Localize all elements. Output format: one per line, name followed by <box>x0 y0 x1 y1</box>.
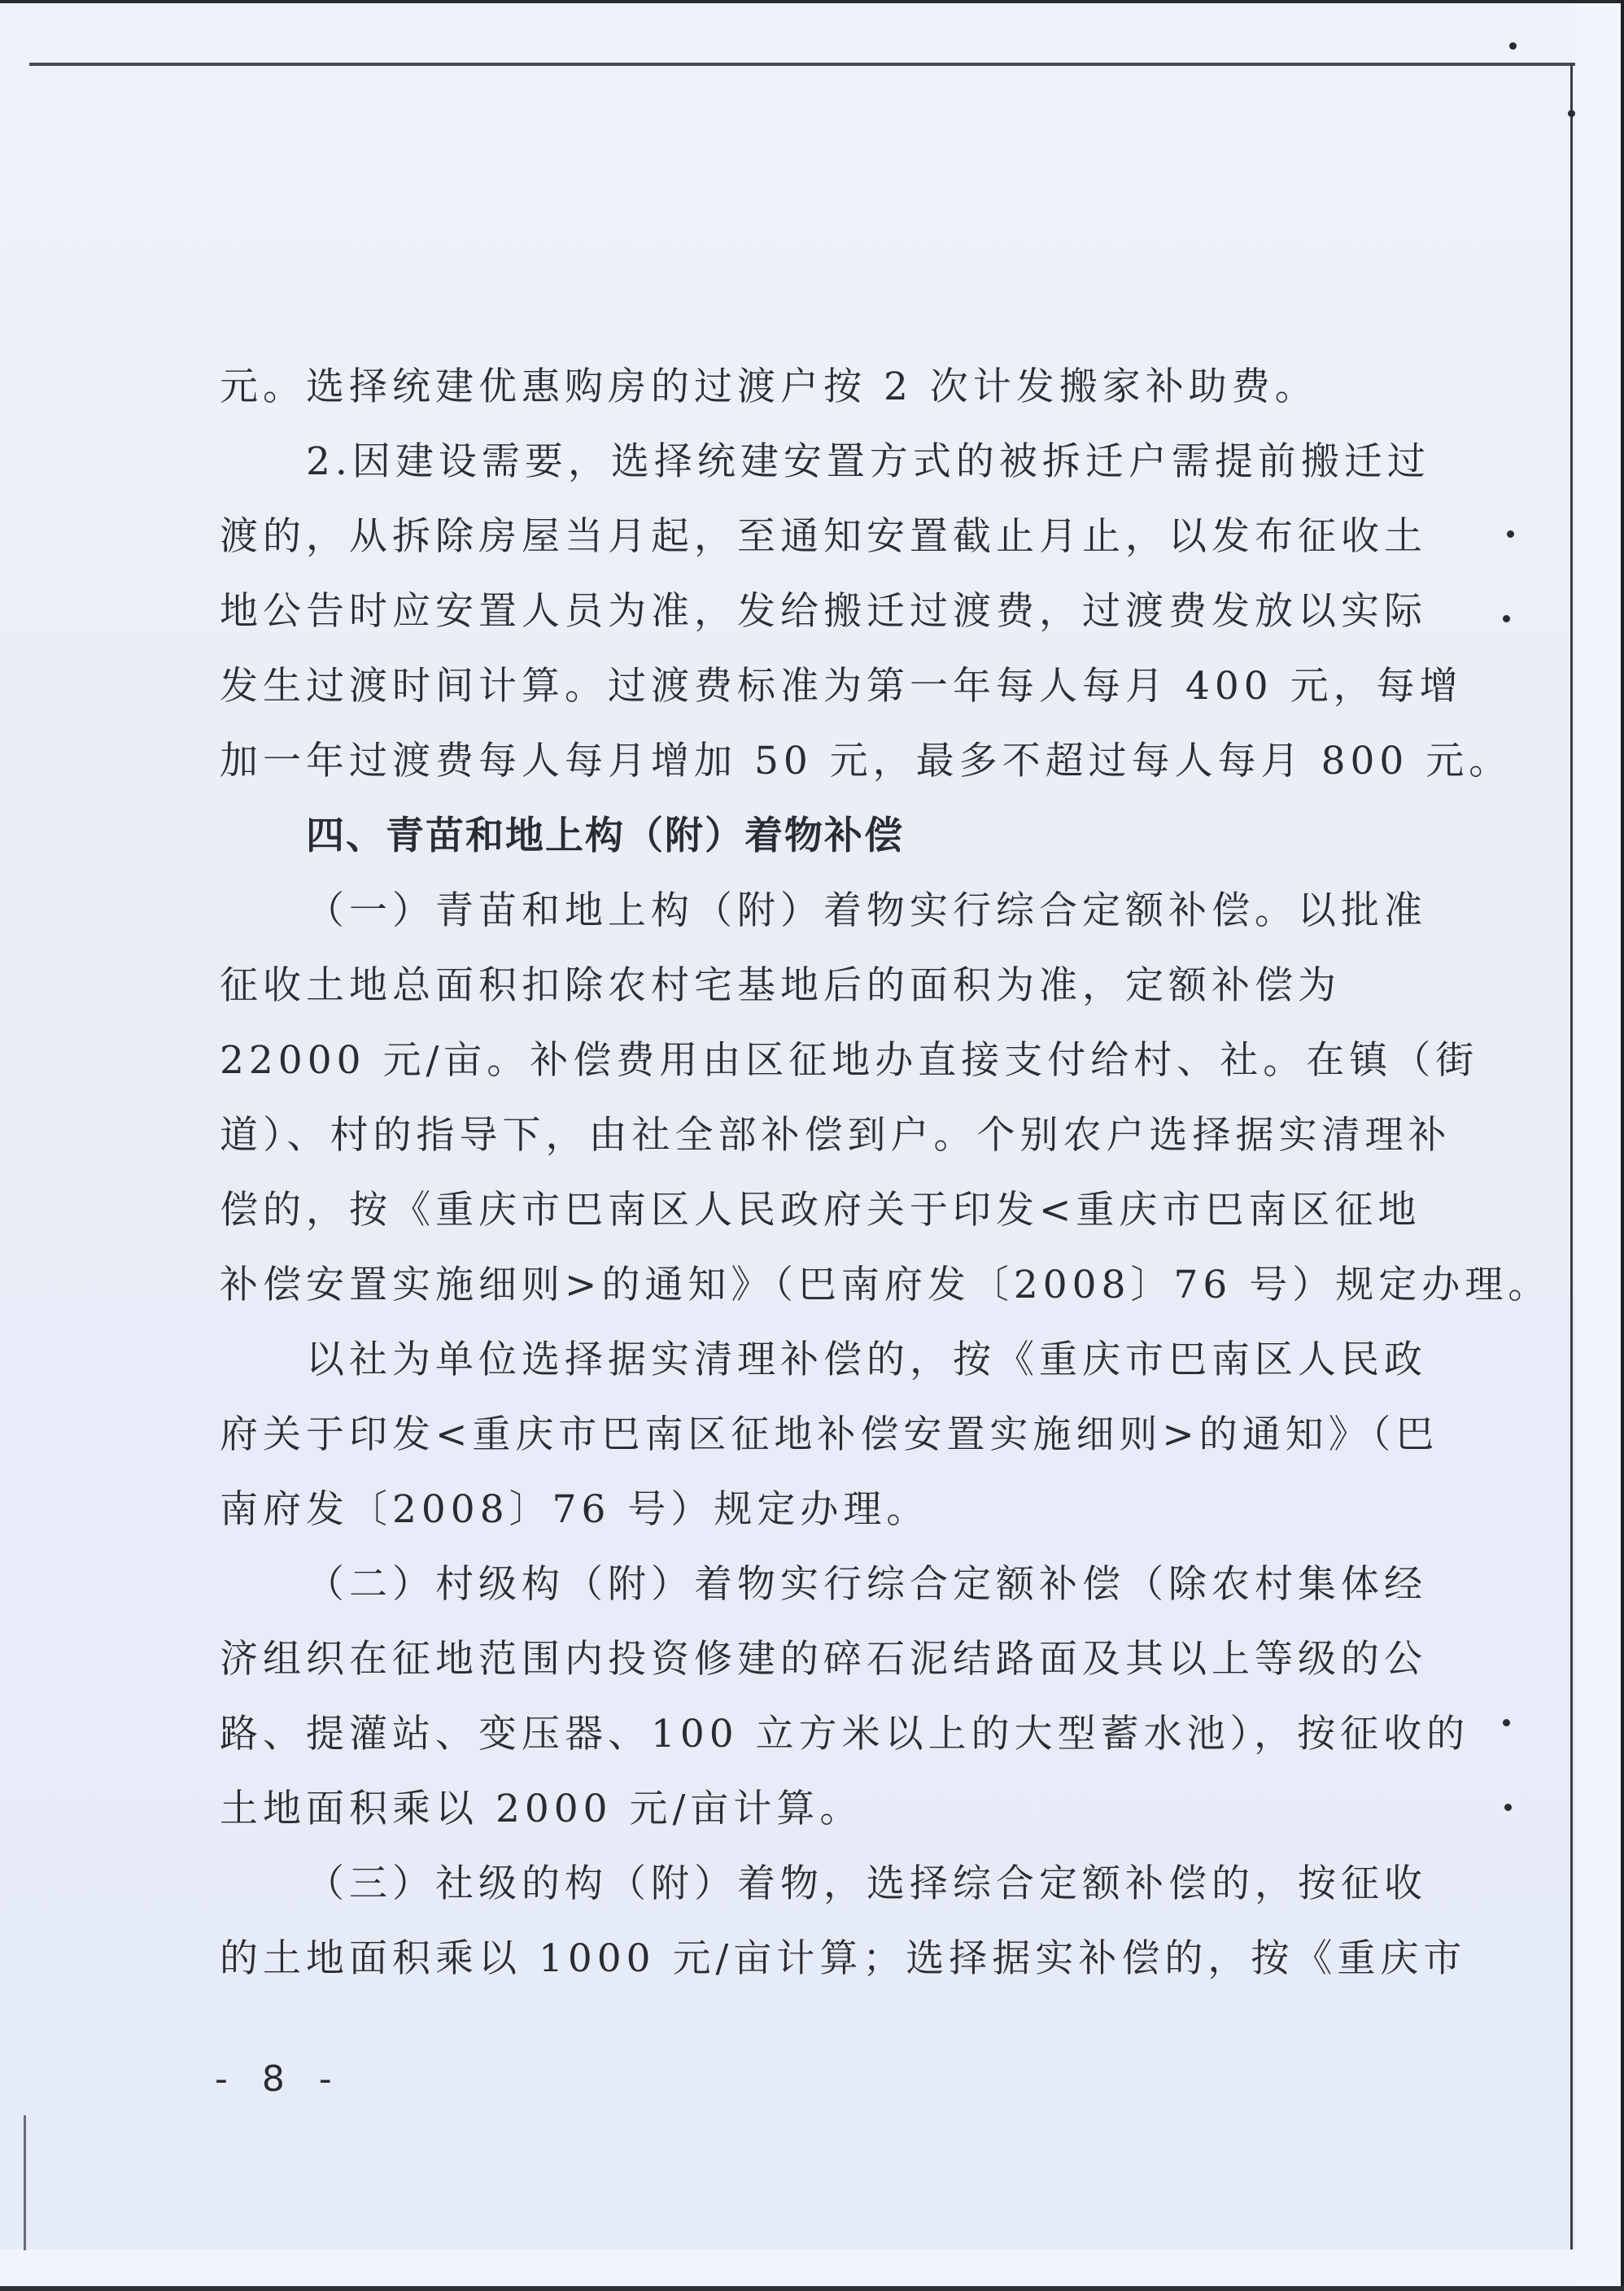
text-line: （一）青苗和地上构（附）着物实行综合定额补偿。以批准 <box>306 888 1427 933</box>
binding-hole-mark <box>1504 1804 1512 1811</box>
binding-hole-mark <box>1503 1719 1510 1726</box>
text-line: 济组织在征地范围内投资修建的碎石泥结路面及其以上等级的公 <box>220 1637 1427 1682</box>
text-line: （三）社级的构（附）着物，选择综合定额补偿的，按征收 <box>306 1861 1427 1906</box>
text-line: 府关于印发<重庆市巴南区征地补偿安置实施细则>的通知》（巴 <box>220 1412 1439 1457</box>
text-line: 补偿安置实施细则>的通知》（巴南府发〔2008〕76 号）规定办理。 <box>220 1263 1552 1307</box>
text-line: 渡的，从拆除房屋当月起，至通知安置截止月止，以发布征收土 <box>220 514 1427 559</box>
page-bottom-margin <box>0 2250 1575 2286</box>
text-line: 2.因建设需要，选择统建安置方式的被拆迁户需提前搬迁过 <box>306 439 1430 484</box>
binding-hole-mark <box>1503 615 1510 622</box>
binding-hole-mark <box>1507 530 1514 538</box>
text-line: 道）、村的指导下，由社全部补偿到户。个别农户选择据实清理补 <box>220 1113 1452 1158</box>
frame-top-rule <box>29 63 1575 66</box>
text-line: 土地面积乘以 2000 元/亩计算。 <box>220 1787 863 1831</box>
text-line: 以社为单位选择据实清理补偿的，按《重庆市巴南区人民政 <box>306 1338 1427 1382</box>
scan-top-edge <box>0 0 1624 3</box>
binding-hole-mark <box>1509 42 1517 50</box>
binding-hole-mark <box>1568 110 1575 117</box>
text-line: 地公告时应安置人员为准，发给搬迁过渡费，过渡费发放以实际 <box>220 589 1427 634</box>
text-line: 的土地面积乘以 1000 元/亩计算；选择据实补偿的，按《重庆市 <box>220 1936 1467 1981</box>
text-line: 加一年过渡费每人每月增加 50 元，最多不超过每人每月 800 元。 <box>220 739 1513 783</box>
scan-bottom-edge <box>0 2286 1624 2291</box>
text-line: 路、提灌站、变压器、100 立方米以上的大型蓄水池），按征收的 <box>220 1712 1470 1756</box>
page-number: - 8 - <box>215 2058 343 2100</box>
page-outer-margin <box>1575 0 1621 2286</box>
section-heading: 四、青苗和地上构（附）着物补偿 <box>306 814 904 858</box>
text-line: 22000 元/亩。补偿费用由区征地办直接支付给村、社。在镇（街 <box>220 1038 1479 1083</box>
scan-right-edge <box>1621 0 1624 2291</box>
text-line: （二）村级构（附）着物实行综合定额补偿（除农村集体经 <box>306 1562 1427 1607</box>
text-line: 征收土地总面积扣除农村宅基地后的面积为准，定额补偿为 <box>220 963 1341 1008</box>
frame-left-rule <box>24 2115 26 2250</box>
text-line: 发生过渡时间计算。过渡费标准为第一年每人每月 400 元，每增 <box>220 664 1463 709</box>
text-line: 偿的，按《重庆市巴南区人民政府关于印发<重庆市巴南区征地 <box>220 1188 1421 1233</box>
frame-right-rule <box>1570 63 1573 2250</box>
text-line: 南府发〔2008〕76 号）规定办理。 <box>220 1487 930 1532</box>
document-body <box>220 350 1552 1996</box>
text-line: 元。选择统建优惠购房的过渡户按 2 次计发搬家补助费。 <box>220 364 1318 409</box>
